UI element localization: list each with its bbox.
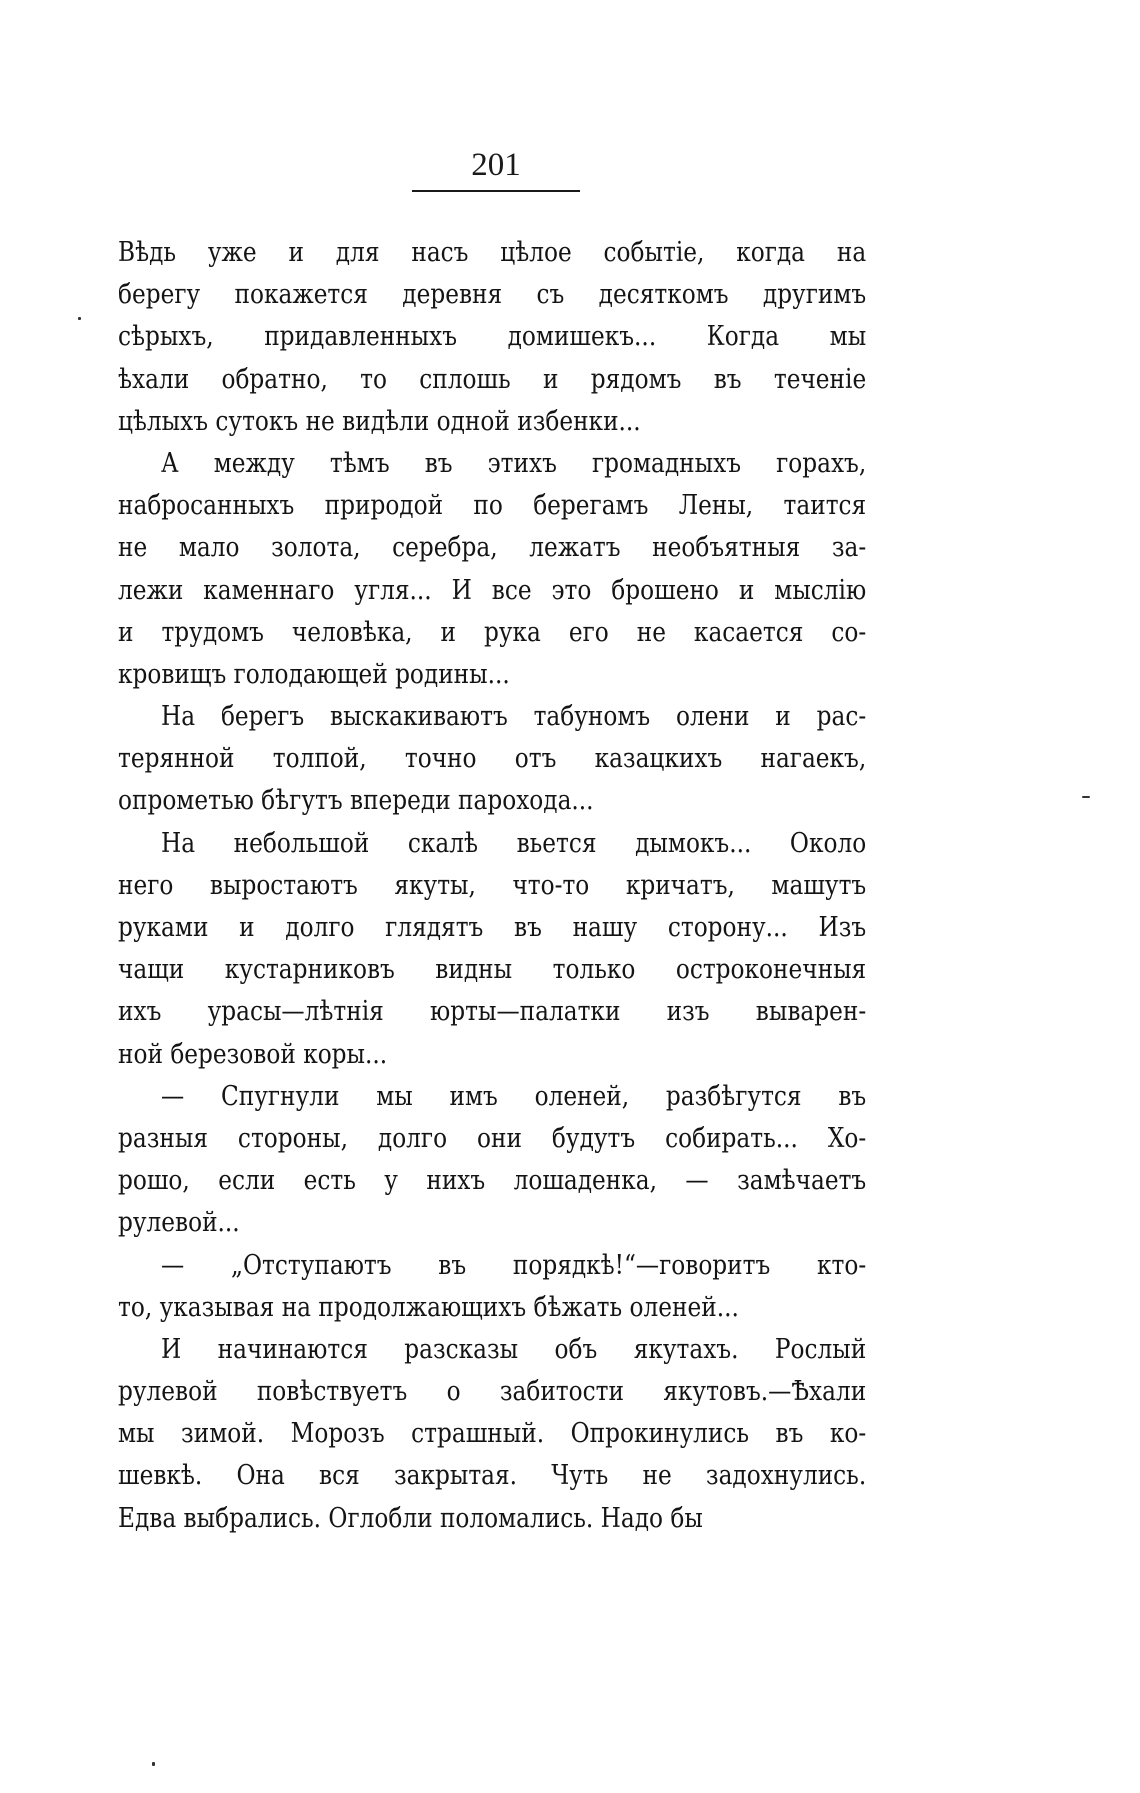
text-line: — Спугнули мы имъ оленей, разбѣгутся въ [161,1080,867,1112]
text-line: цѣлыхъ сутокъ не видѣли одной избенки... [118,405,641,437]
text-line: набросанныхъ природой по берегамъ Лены, таится [118,490,867,522]
paragraph [118,823,866,1076]
text-line: На небольшой скалѣ вьется дымокъ... Около [161,827,867,859]
text-line: него выростаютъ якуты, что-то кричатъ, машутъ [118,869,867,901]
page-number: 201 [471,147,521,183]
text-line: ихъ урасы—лѣтнія юрты—палатки изъ выварен- [118,996,867,1028]
text-line: то, указывая на продолжающихъ бѣжать оленей... [118,1291,739,1323]
text-line: разныя стороны, долго они будутъ собирать... Хо- [118,1122,867,1154]
text-line: кровищъ голодающей родины... [118,658,510,690]
text-line: шевкѣ. Она вся закрытая. Чуть не задохнулись. [118,1460,867,1492]
text-line: Вѣдь уже и для насъ цѣлое событіе, когда на [118,237,867,268]
paragraph [118,1329,866,1540]
paragraph [118,1245,866,1329]
text-line: Едва выбрались. Оглобли поломались. Надо бы [118,1502,703,1534]
text-line: чащи кустарниковъ видны только остроконечныя [118,954,867,986]
text-line: — „Отступаютъ въ порядкѣ!“—говоритъ кто- [161,1249,867,1281]
text-line: и трудомъ человѣка, и рука его не касается со- [118,616,867,648]
text-line: опрометью бѣгутъ впереди парохода... [118,785,594,817]
paragraph [118,232,866,443]
text-line: терянной толпой, точно отъ казацкихъ нагаекъ, [118,743,867,775]
text-line: мы зимой. Морозъ страшный. Опрокинулись въ ко- [118,1418,867,1450]
scan-speck [152,1762,155,1766]
body-text [118,232,866,1540]
text-line: рулевой... [118,1207,240,1239]
scan-speck [78,317,81,320]
text-line: берегу покажется деревня съ десяткомъ другимъ [118,279,867,311]
text-line: А между тѣмъ въ этихъ громадныхъ горахъ, [161,447,867,479]
text-line: сѣрыхъ, придавленныхъ домишекъ... Когда мы [118,321,867,353]
header-rule [412,190,580,192]
scan-speck [1082,796,1090,798]
text-line: руками и долго глядятъ въ нашу сторону... Изъ [118,912,867,943]
text-line: И начинаются разсказы объ якутахъ. Рослый [161,1333,867,1365]
text-line: На берегъ выскакиваютъ табуномъ олени и рас- [161,701,867,733]
text-line: лежи каменнаго угля... И все это брошено и мыслію [118,574,867,606]
paragraph [118,1076,866,1245]
text-line: рошо, если есть у нихъ лошаденка, — замѣчаетъ [118,1165,867,1197]
text-line: ной березовой коры... [118,1038,388,1070]
paragraph [118,443,866,696]
text-line: рулевой повѣствуетъ о забитости якутовъ.—Ѣхали [118,1376,867,1408]
text-line: не мало золота, серебра, лежатъ необъятныя за- [118,532,867,564]
paragraph [118,696,866,823]
text-line: ѣхали обратно, то сплошь и рядомъ въ теченіе [118,363,867,395]
